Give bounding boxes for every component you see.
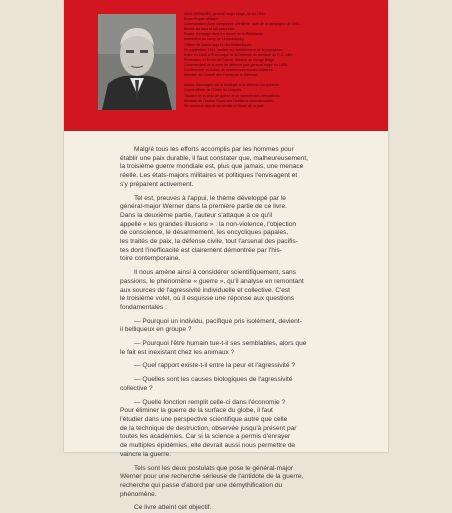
description-line: tes dont l'inefficacité est clairement démontrée par l'his- xyxy=(120,246,282,254)
description-line: toire contemporaine. xyxy=(120,255,181,263)
description-line: vaincre la guerre. xyxy=(120,450,171,458)
bio-line: Titulaire de la croix de guerre et de nombreuses décorations. xyxy=(184,93,281,98)
description-line: — Pourquoi un individu, pacifique pris isolément, devient- xyxy=(134,317,302,325)
description-line: Tels sont les deux postulats que pose le général-major xyxy=(134,464,294,472)
description-line: Il nous amène ainsi à considérer scientifiquement, sans xyxy=(134,269,297,277)
description-line: aux sources de l'agressivité individuelle et collective. C'est xyxy=(120,286,291,294)
description-line: Werner pour une recherche sérieuse de l'antidote de la guerre, xyxy=(120,473,304,481)
description-line: le troisième volet, où il esquisse une réponse aux questions xyxy=(120,295,295,303)
description-line: Malgré tous les efforts accomplis par les hommes pour xyxy=(134,146,294,153)
description-line: réelle. Les états-majors militaires et politiques l'envisagent et xyxy=(120,172,298,180)
red-header-band xyxy=(64,0,388,131)
description-line: de multiples épidémies, elle devrait aussi nous permettre de xyxy=(120,442,296,450)
bio-line: Abbé BERNARD, général major belge, né en 1904. xyxy=(184,12,266,16)
description-line: collective ? xyxy=(120,384,153,392)
description-line: — Pourquoi l'être humain tue-t-il ses semblables, alors que xyxy=(134,340,307,348)
bio-line: Grand officier de l'Ordre de Léopold. xyxy=(184,88,242,93)
book-back-cover xyxy=(64,0,388,512)
bio-line: Evadé, s'engage dans les forces de la Résistance. xyxy=(184,32,265,37)
description-line: — Quelle fonction remplit celle-ci dans l'économie ? xyxy=(134,398,286,406)
bio-line: Membre de l'Institut Royal des Relations Internationales. xyxy=(184,98,274,103)
description-line: appelle « les grandes illusions » : la non-violence, l'objection xyxy=(120,220,297,228)
bio-line: Auteur d'ouvrages sur la stratégie et la défense européenne. xyxy=(184,83,281,88)
description-line: phénomène. xyxy=(120,490,157,498)
bio-line: Se consacre depuis sa retraite à l'étude de la paix. xyxy=(184,103,265,108)
book-description xyxy=(120,146,364,513)
description-line: toutes les académies. Car si la science a permis d'enrayer xyxy=(120,433,291,441)
bio-line: Membre du Conseil des Forces de la Défense. xyxy=(184,73,259,78)
description-line: Pour éliminer la guerre de la surface du globe, il faut xyxy=(120,407,273,415)
bio-line: Ecole Royale Militaire. xyxy=(184,17,220,22)
bio-line: Blessé au front et fait prisonnier. xyxy=(184,27,236,32)
bio-line: En septembre 1944, assiste au ravitaillement de la population. xyxy=(184,47,284,52)
author-portrait-photo xyxy=(98,14,176,110)
bio-line: Commandant de la zone de défense puis général-major en 1955. xyxy=(184,62,288,67)
description-line: de la technique de destruction, observée jusqu'à présent par xyxy=(120,424,297,432)
description-line: Dans la deuxième partie, l'auteur s'attaque à ce qu'il xyxy=(120,211,273,219)
bio-line: Entre en 1945 à l'État-major de la Défense du territoire au Q.G. Allié. xyxy=(184,52,294,57)
bio-line: Commandant d'une compagnie d'artillerie, sorti de la campagne de 1940. xyxy=(184,22,301,27)
bio-line: Instructeur au camp de Leopoldsburg. xyxy=(184,37,245,42)
description-line: la troisième guerre mondiale est, plus que jamais, une menace xyxy=(120,163,304,171)
bio-line: Officier de liaison auprès des Britanniques. xyxy=(184,42,253,47)
description-line: le fait est inexistant chez les animaux ? xyxy=(120,348,235,356)
description-line: Ce livre atteint cet objectif. xyxy=(134,504,212,512)
description-line: de conscience, le désarmement, les encycliques papales, xyxy=(120,229,289,237)
author-portrait-image xyxy=(98,14,176,110)
description-line: il belliqueux en groupe ? xyxy=(120,326,192,334)
description-line: établir une paix durable, il faut constater que, malheureusement, xyxy=(120,154,309,162)
author-biography xyxy=(184,12,380,128)
description-line: passions, le phénomène « guerre », qu'il analyse en remontant xyxy=(120,277,304,285)
description-line: — Quel rapport existe-t-il entre la peur et l'agressivité ? xyxy=(134,362,296,370)
description-line: les traités de paix, la défense civile, tout l'arsenal des pacifis- xyxy=(120,238,298,246)
description-line: général-major Werner dans la première partie de ce livre. xyxy=(120,203,287,211)
description-line: Tel est, preuves à l'appui, le thème développé par le xyxy=(134,194,286,202)
description-line: l'étudier dans une perspective scientifique autre que celle xyxy=(120,415,288,423)
description-line: recherche qui passe d'abord par une démythification du xyxy=(120,481,283,489)
bio-line: Professeur à l'Ecole de Guerre. Mission au Congo Belge. xyxy=(184,57,275,62)
description-line: — Quelles sont les causes biologiques de l'agressivité xyxy=(134,376,293,384)
bio-line: Conférencier et auteur de nombreuses études militaires. xyxy=(184,68,274,73)
description-line: s'y préparent activement. xyxy=(120,180,194,188)
description-line: fondamentales : xyxy=(120,303,167,311)
